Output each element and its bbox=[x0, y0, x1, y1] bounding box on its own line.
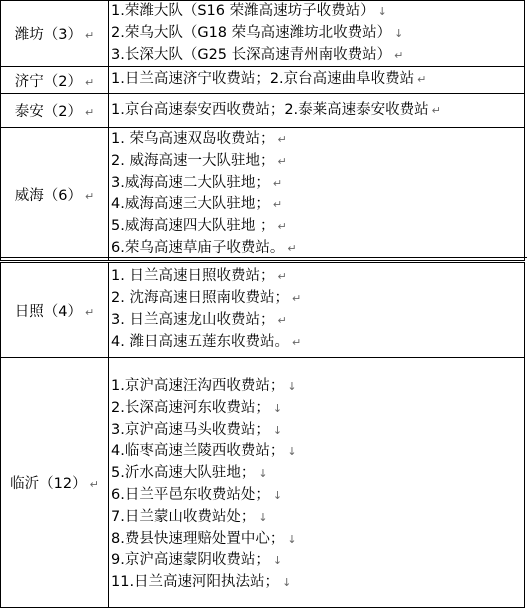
city-cell bbox=[1, 358, 109, 608]
paragraph-mark: ↵ bbox=[277, 154, 287, 168]
list-item: 3. 日兰高速龙山收费站； ↵ bbox=[111, 312, 287, 328]
list-item: 8.费县快速理赔处置中心； ↓ bbox=[111, 530, 297, 547]
items-cell bbox=[109, 263, 525, 358]
list-item: 3.长深大队（G25 长深高速青州南收费站） ↵ bbox=[111, 46, 404, 63]
paragraph-mark: ↵ bbox=[272, 176, 283, 190]
row-taian bbox=[1, 94, 525, 128]
line-mark: ↓ bbox=[282, 576, 292, 590]
paragraph-mark: ↵ bbox=[85, 75, 95, 89]
list-item: 6.日兰平邑东收费站处； ↓ bbox=[111, 486, 283, 503]
row-rizhao bbox=[1, 263, 525, 358]
list-item: 1.京沪高速汪沟西收费站； ↓ bbox=[111, 378, 297, 394]
city-cell bbox=[1, 94, 109, 128]
city-label: 日照（4） bbox=[14, 303, 82, 320]
line-mark: ↓ bbox=[287, 380, 297, 393]
line-mark: ↓ bbox=[377, 5, 387, 18]
line-mark: ↓ bbox=[272, 488, 283, 502]
list-item: 9.京沪高速蒙阴收费站； ↓ bbox=[111, 552, 283, 569]
list-item: 3.威海高速二大队驻地； ↵ bbox=[111, 174, 283, 191]
paragraph-mark: ↵ bbox=[85, 189, 95, 203]
list-item: 4.威海高速三大队驻地； ↵ bbox=[111, 196, 283, 213]
items-cell bbox=[109, 67, 525, 94]
list-item: 2.长深高速河东收费站； ↓ bbox=[111, 399, 283, 416]
table-bottom bbox=[0, 262, 525, 608]
list-item: 4. 潍日高速五莲东收费站。 ↵ bbox=[111, 333, 302, 350]
paragraph-mark: ↵ bbox=[291, 335, 302, 349]
list-item: 5.威海高速四大队驻地 ； ↵ bbox=[111, 218, 287, 235]
paragraph-mark: ↵ bbox=[287, 241, 297, 255]
paragraph-mark: ↵ bbox=[277, 314, 287, 327]
line-mark: ↓ bbox=[287, 445, 297, 459]
paragraph-mark: ↵ bbox=[277, 270, 287, 284]
list-item: 11.日兰高速河阳执法站； ↓ bbox=[111, 574, 292, 591]
city-label: 威海（6） bbox=[14, 187, 82, 204]
paragraph-mark: ↵ bbox=[394, 48, 404, 62]
city-cell bbox=[1, 263, 109, 358]
line-mark: ↓ bbox=[258, 510, 268, 524]
city-cell bbox=[1, 128, 109, 261]
city-cell bbox=[1, 1, 109, 67]
items-cell bbox=[109, 128, 525, 261]
list-item: 2.荣乌大队（G18 荣乌高速潍坊北收费站） ↓ bbox=[111, 24, 404, 41]
list-item: 7.日兰蒙山收费站处； ↓ bbox=[111, 508, 268, 525]
paragraph-mark: ↵ bbox=[277, 133, 287, 146]
paragraph-mark: ↵ bbox=[85, 29, 95, 43]
city-label: 临沂（12） bbox=[10, 476, 87, 492]
row-linyi bbox=[1, 358, 525, 608]
line-mark: ↓ bbox=[258, 467, 268, 481]
city-label: 泰安（2） bbox=[14, 104, 82, 121]
list-item: 6.荣乌高速草庙子收费站。 ↵ bbox=[111, 239, 297, 256]
city-cell bbox=[1, 67, 109, 94]
paragraph-mark: ↵ bbox=[85, 305, 95, 319]
row-weifang bbox=[1, 1, 525, 67]
line-mark: ↓ bbox=[272, 423, 283, 437]
list-item: 2. 沈海高速日照南收费站； ↵ bbox=[111, 290, 302, 307]
list-item: 4.临枣高速兰陵西收费站； ↓ bbox=[111, 443, 297, 460]
row-weihai bbox=[1, 128, 525, 261]
city-label: 济宁（2） bbox=[14, 73, 82, 90]
line-mark: ↓ bbox=[272, 554, 283, 568]
paragraph-mark: ↵ bbox=[85, 106, 95, 120]
paragraph-mark: ↵ bbox=[291, 292, 302, 306]
list-item: 1.京台高速泰安西收费站；2.泰莱高速泰安收费站 ↵ bbox=[111, 101, 441, 118]
list-item: 1.荣潍大队（S16 荣潍高速坊子收费站） ↓ bbox=[111, 3, 387, 19]
city-label: 潍坊（3） bbox=[14, 27, 82, 44]
line-mark: ↓ bbox=[287, 532, 297, 546]
table-top bbox=[0, 0, 525, 261]
list-item: 1. 日兰高速日照收费站； ↵ bbox=[111, 268, 287, 285]
paragraph-mark: ↵ bbox=[89, 478, 99, 491]
items-cell bbox=[109, 1, 525, 67]
paragraph-mark: ↵ bbox=[431, 103, 441, 117]
line-mark: ↓ bbox=[394, 26, 404, 40]
paragraph-mark: ↵ bbox=[417, 73, 427, 87]
list-item: 1. 荣乌高速双岛收费站； ↵ bbox=[111, 131, 287, 147]
paragraph-mark: ↵ bbox=[272, 198, 283, 212]
list-item: 5.沂水高速大队驻地； ↓ bbox=[111, 465, 268, 482]
list-item: 2. 威海高速一大队驻地； ↵ bbox=[111, 152, 287, 169]
row-jining bbox=[1, 67, 525, 94]
items-cell bbox=[109, 94, 525, 128]
list-item: 1.日兰高速济宁收费站；2.京台高速曲阜收费站 ↵ bbox=[111, 71, 427, 88]
list-item: 3.京沪高速马头收费站； ↓ bbox=[111, 421, 283, 438]
items-cell bbox=[109, 358, 525, 608]
line-mark: ↓ bbox=[272, 401, 283, 415]
paragraph-mark: ↵ bbox=[277, 220, 287, 234]
